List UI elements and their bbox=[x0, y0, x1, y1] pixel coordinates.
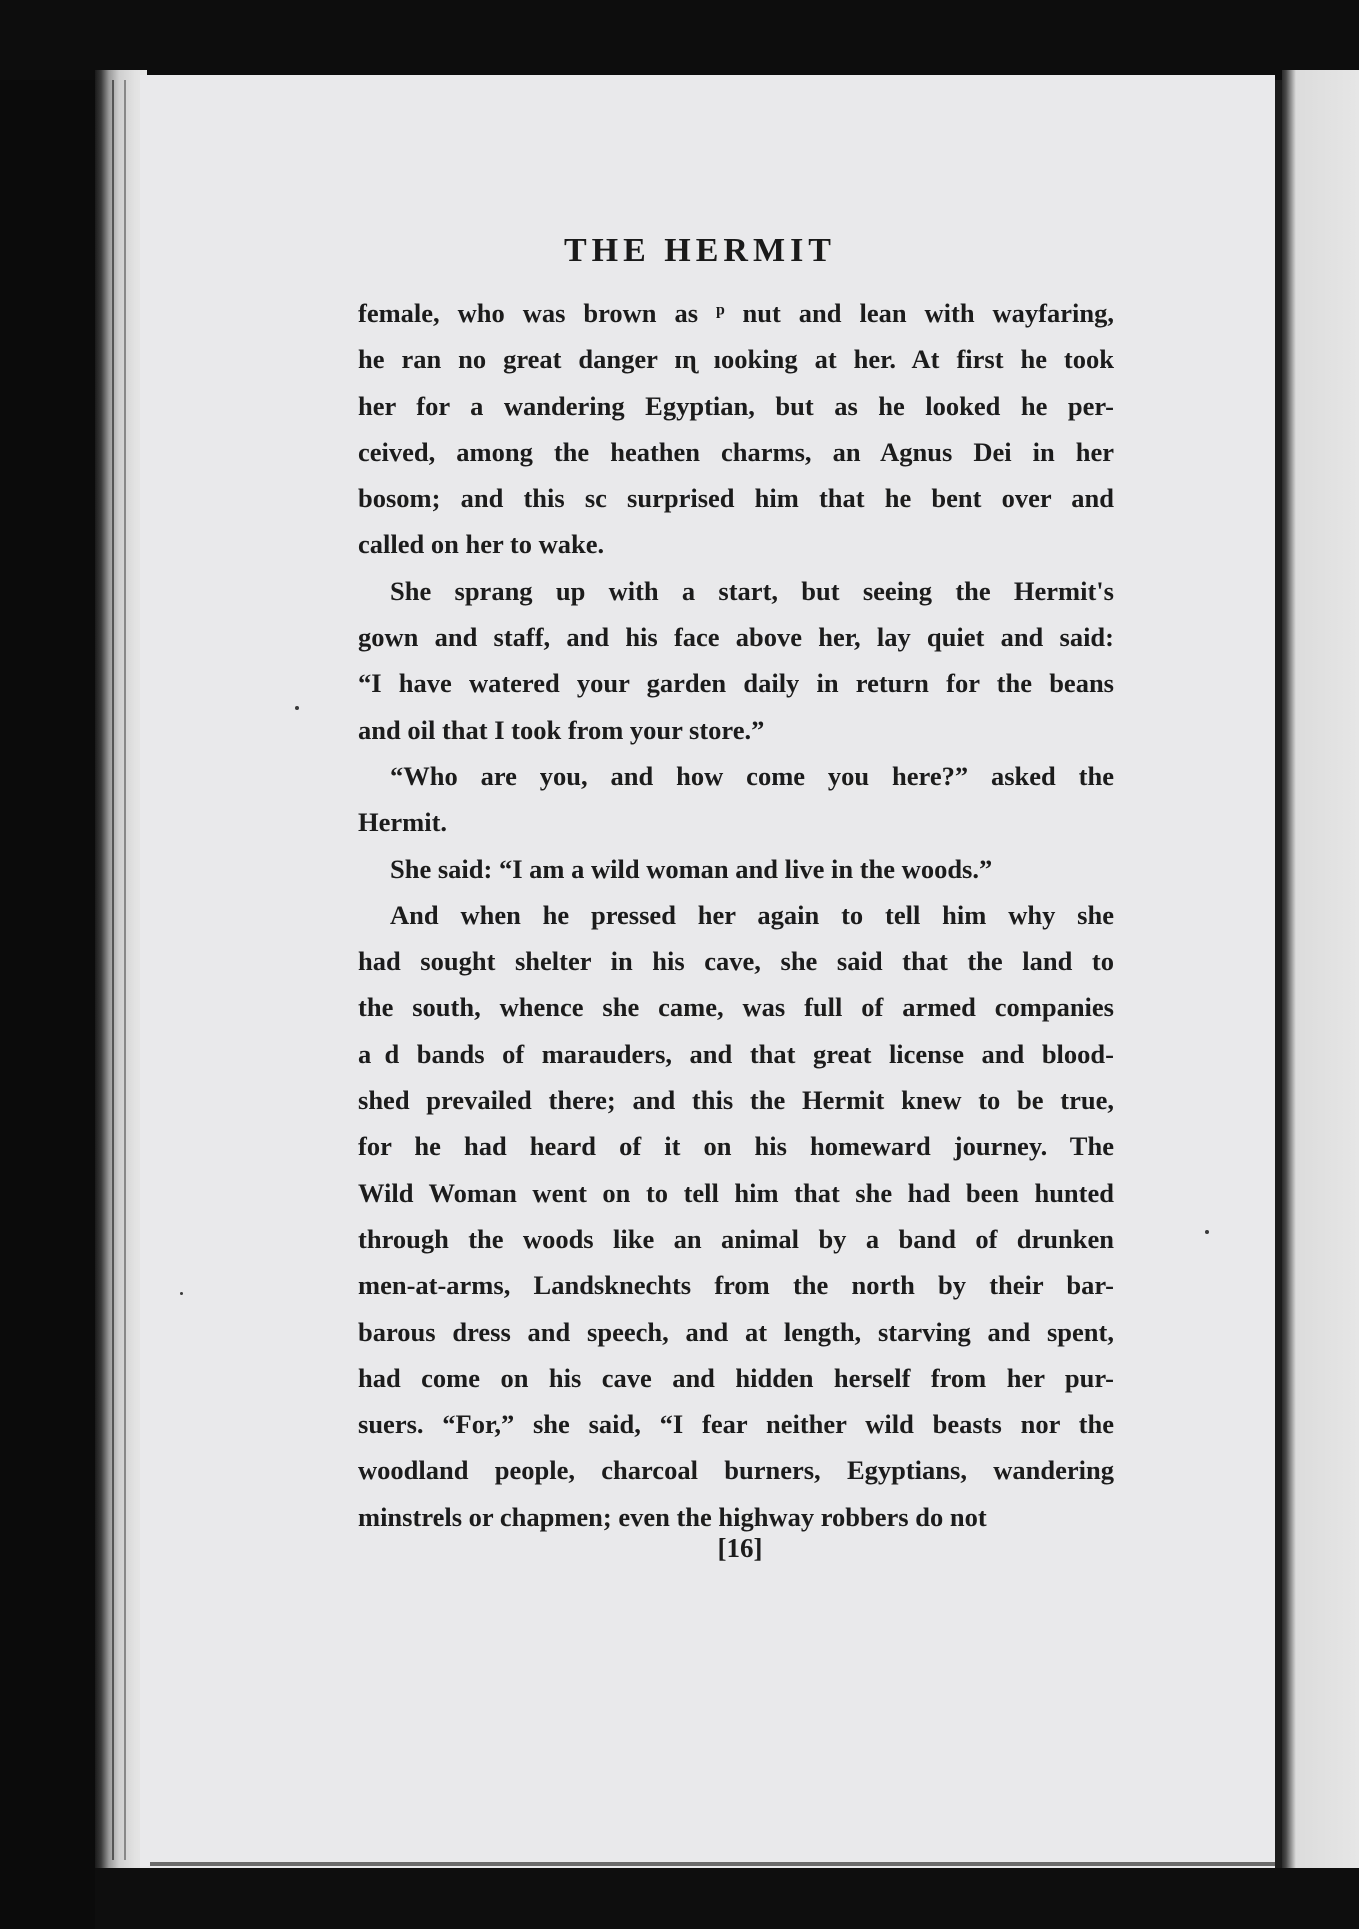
scan-speck bbox=[180, 1292, 183, 1295]
text-line: her for a wandering Egyptian, but as he looked he per- bbox=[358, 390, 1114, 421]
text-line: he ran no great danger ɪɳ ıooking at her. At first he took bbox=[358, 344, 1114, 375]
text-line: “Who are you, and how come you here?” asked the bbox=[390, 760, 1114, 791]
text-line: bosom; and this sc surprised him that he bent over and bbox=[358, 483, 1114, 514]
scan-background-top bbox=[0, 0, 1359, 80]
paragraph bbox=[358, 290, 1114, 568]
text-line: men-at-arms, Landsknechts from the north by their bar- bbox=[358, 1270, 1114, 1301]
text-line: had come on his cave and hidden herself from her pur- bbox=[358, 1362, 1114, 1393]
text-line: She sprang up with a start, but seeing the Hermit's bbox=[390, 575, 1114, 606]
running-head: THE HERMIT bbox=[564, 232, 836, 269]
page-number: [16] bbox=[717, 1533, 763, 1563]
binding-line bbox=[112, 80, 114, 1860]
text-line: called on her to wake. bbox=[358, 529, 605, 560]
text-line: shed prevailed there; and this the Hermit knew to be true, bbox=[358, 1085, 1114, 1116]
text-line: Hermit. bbox=[358, 807, 448, 838]
text-line: minstrels or chapmen; even the highway robbers do not bbox=[358, 1501, 987, 1532]
text-line: had sought shelter in his cave, she said that the land to bbox=[358, 946, 1114, 977]
scan-speck bbox=[1205, 1230, 1209, 1234]
paragraph bbox=[358, 846, 1114, 892]
text-line: woodland people, charcoal burners, Egyptians, wandering bbox=[358, 1455, 1114, 1486]
text-line: barous dress and speech, and at length, starving and spent, bbox=[358, 1316, 1114, 1347]
text-line: Wild Woman went on to tell him that she had been hunted bbox=[358, 1177, 1114, 1208]
text-line: female, who was brown as ᵖ nut and lean with wayfaring, bbox=[358, 298, 1114, 328]
text-line: suers. “For,” she said, “I fear neither wild beasts nor the bbox=[358, 1409, 1114, 1440]
text-line: through the woods like an animal by a band of drunken bbox=[358, 1223, 1114, 1254]
body-text bbox=[358, 290, 1114, 1540]
text-line: “I have watered your garden daily in return for the beans bbox=[358, 668, 1114, 699]
paragraph bbox=[358, 568, 1114, 753]
text-line: gown and staff, and his face above her, lay quiet and said: bbox=[358, 622, 1114, 653]
scan-background-bottom bbox=[95, 1868, 1359, 1929]
text-line: for he had heard of it on his homeward journey. The bbox=[358, 1131, 1114, 1162]
text-line: a d bands of marauders, and that great license and blood- bbox=[358, 1038, 1114, 1069]
next-page-sliver bbox=[1282, 70, 1359, 1880]
binding-line bbox=[124, 80, 126, 1860]
text-line: the south, whence she came, was full of armed companies bbox=[358, 992, 1114, 1023]
paragraph bbox=[358, 892, 1114, 1540]
text-line: ceived, among the heathen charms, an Agnus Dei in her bbox=[358, 436, 1114, 467]
paragraph bbox=[358, 753, 1114, 846]
text-line: and oil that I took from your store.” bbox=[358, 714, 765, 745]
page-bottom-edge bbox=[150, 1862, 1275, 1866]
text-line: And when he pressed her again to tell him why she bbox=[390, 899, 1114, 930]
text-line: She said: “I am a wild woman and live in the woods.” bbox=[390, 853, 993, 884]
scan-speck bbox=[295, 706, 299, 710]
